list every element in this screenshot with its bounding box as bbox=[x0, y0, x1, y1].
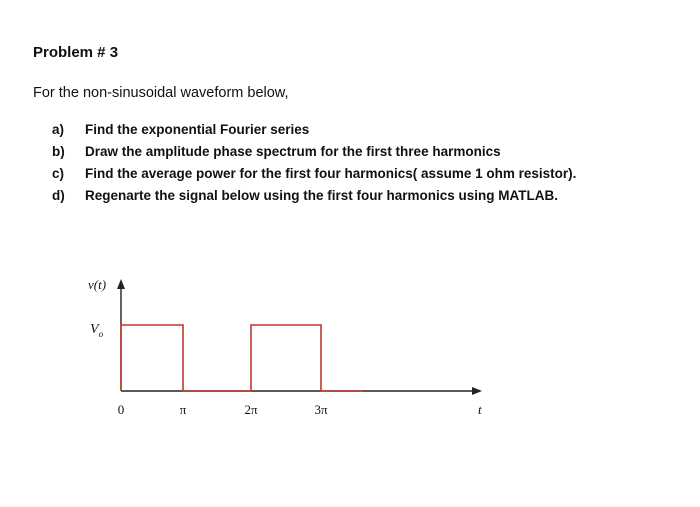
x-tick-label-0: 0 bbox=[117, 402, 125, 417]
question-letter: d) bbox=[52, 188, 65, 203]
question-text: Find the exponential Fourier series bbox=[85, 122, 310, 137]
y-axis-label: v(t) bbox=[88, 277, 107, 292]
question-text: Regenarte the signal below using the first four harmonics using MATLAB. bbox=[85, 188, 559, 203]
waveform-line bbox=[121, 325, 363, 391]
level-label: $V_o$ bbox=[90, 322, 104, 339]
x-tick-label-3pi: 3π bbox=[314, 402, 328, 417]
question-letter: c) bbox=[52, 166, 65, 181]
x-axis-arrowhead bbox=[472, 387, 482, 395]
x-tick-label-pi: π bbox=[179, 402, 187, 417]
question-letter: b) bbox=[52, 144, 65, 159]
question-letter: a) bbox=[52, 122, 65, 137]
problem-title: Problem # 3 bbox=[33, 44, 119, 61]
y-axis-arrowhead bbox=[117, 279, 125, 289]
x-tick-label-2pi: 2π bbox=[244, 402, 258, 417]
question-text: Draw the amplitude phase spectrum for the first three harmonics bbox=[85, 144, 501, 159]
x-axis-label: t bbox=[478, 402, 482, 417]
problem-intro: For the non-sinusoidal waveform below, bbox=[33, 85, 289, 101]
question-text: Find the average power for the first four harmonics( assume 1 ohm resistor). bbox=[85, 166, 577, 181]
